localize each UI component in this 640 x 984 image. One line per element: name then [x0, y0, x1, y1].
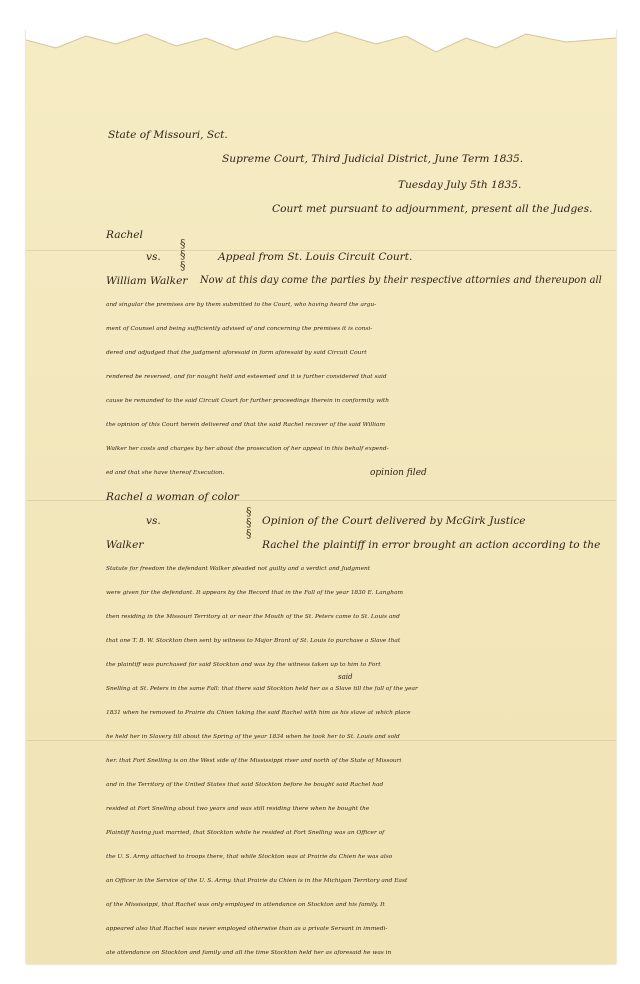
interlinear-insert: said — [338, 673, 353, 681]
opinion-plaintiff: Rachel a woman of color — [106, 491, 239, 503]
venue-line: State of Missouri, Sct. — [108, 129, 228, 141]
order-line: ment of Counsel and being sufficiently advised of and concerning the premises it is consi- — [106, 326, 373, 332]
order-line: the opinion of this Court herein delivered and that the said Rachel recover of the said William — [106, 422, 386, 428]
order-line: and singular the premises are by them submitted to the Court, who having heard the argu- — [106, 302, 377, 308]
opinion-defendant: Walker — [106, 539, 144, 551]
brace-mark: § § § — [246, 505, 252, 540]
opinion-first-line: Rachel the plaintiff in error brought an action according to the — [262, 539, 601, 551]
opinion-line: ate attendance on Stockton and family and all the time Stockton held her as aforesaid he was in — [106, 950, 392, 956]
order-line: Walker her costs and charges by her about the prosecution of her appeal in this behalf expend- — [106, 446, 389, 452]
opinion-line: Statute for freedom the defendant Walker pleaded not guilty and a verdict and Judgment — [106, 566, 371, 572]
brace-mark: § § § — [180, 237, 186, 272]
torn-top-edge — [26, 26, 616, 96]
appeal-line: Appeal from St. Louis Circuit Court. — [218, 251, 413, 263]
opinion-line: that one T. B. W. Stockton then sent by witness to Major Brant of St. Louis to purchase a Slave that — [106, 638, 401, 644]
opinion-line: the U. S. Army attached to troops there, that while Stockton was at Prairie du Chien he was also — [106, 854, 393, 860]
opinion-line: of the Mississippi, that Rachel was only employed in attendance on Stockton and his family. It — [106, 902, 385, 908]
order-line: dered and adjudged that the judgment aforesaid in form aforesaid by said Circuit Court — [106, 350, 367, 356]
opinion-line: and in the Territory of the United States that said Stockton before he bought said Rachel had — [106, 782, 384, 788]
opinion-line: 1831 when he removed to Prairie du Chien taking the said Rachel with him as his slave at which place — [106, 710, 411, 716]
opinion-line: he held her in Slavery till about the Spring of the year 1834 when he took her to St. Louis and sold — [106, 734, 400, 740]
case-versus: vs. — [146, 251, 161, 263]
opinion-line: Snelling at St. Peters in the same Fall: that there said Stockton held her as a Slave till the fall of the year — [106, 686, 418, 692]
date-line: Tuesday July 5th 1835. — [398, 179, 522, 191]
order-line: ed and that she have thereof Execution. — [106, 470, 225, 476]
opinion-line: her. that Fort Snelling is on the West side of the Mississippi river and north of the State of Missouri — [106, 758, 402, 764]
order-line: cause be remanded to the said Circuit Court for further proceedings therein in conformity with — [106, 398, 390, 404]
opinion-line: appeared also that Rachel was never employed otherwise than as a private Servant in immedi- — [106, 926, 388, 932]
opinion-line: the plaintiff was purchased for said Stockton and was by the witness taken up to him to Fort — [106, 662, 381, 668]
opening-line: Court met pursuant to adjournment, present all the Judges. — [272, 203, 593, 215]
opinion-line: were given for the defendant. It appears by the Record that in the Fall of the year 1830 E. Langham — [106, 590, 404, 596]
opinion-heading: Opinion of the Court delivered by McGirk Justice — [262, 515, 526, 527]
order-line: rendered be reversed, and for nought held and esteemed and it is further considered that said — [106, 374, 387, 380]
case-defendant: William Walker — [106, 275, 188, 287]
case-plaintiff: Rachel — [106, 229, 143, 241]
opinion-filed-note: opinion filed — [370, 468, 427, 478]
court-line: Supreme Court, Third Judicial District, June Term 1835. — [222, 153, 524, 165]
opinion-line: an Officer in the Service of the U. S. Army. that Prairie du Chien is in the Michigan Territory and East — [106, 878, 408, 884]
opinion-line: resided at Fort Snelling about two years and was still residing there when he bought the — [106, 806, 370, 812]
opinion-line: then residing in the Missouri Territory at or near the Mouth of the St. Peters came to St. Louis and — [106, 614, 400, 620]
order-line: Now at this day come the parties by their respective attornies and thereupon all — [200, 275, 602, 286]
opinion-versus: vs. — [146, 515, 161, 527]
opinion-line: Plaintiff having just married, that Stockton while he resided at Fort Snelling was an Officer of — [106, 830, 385, 836]
